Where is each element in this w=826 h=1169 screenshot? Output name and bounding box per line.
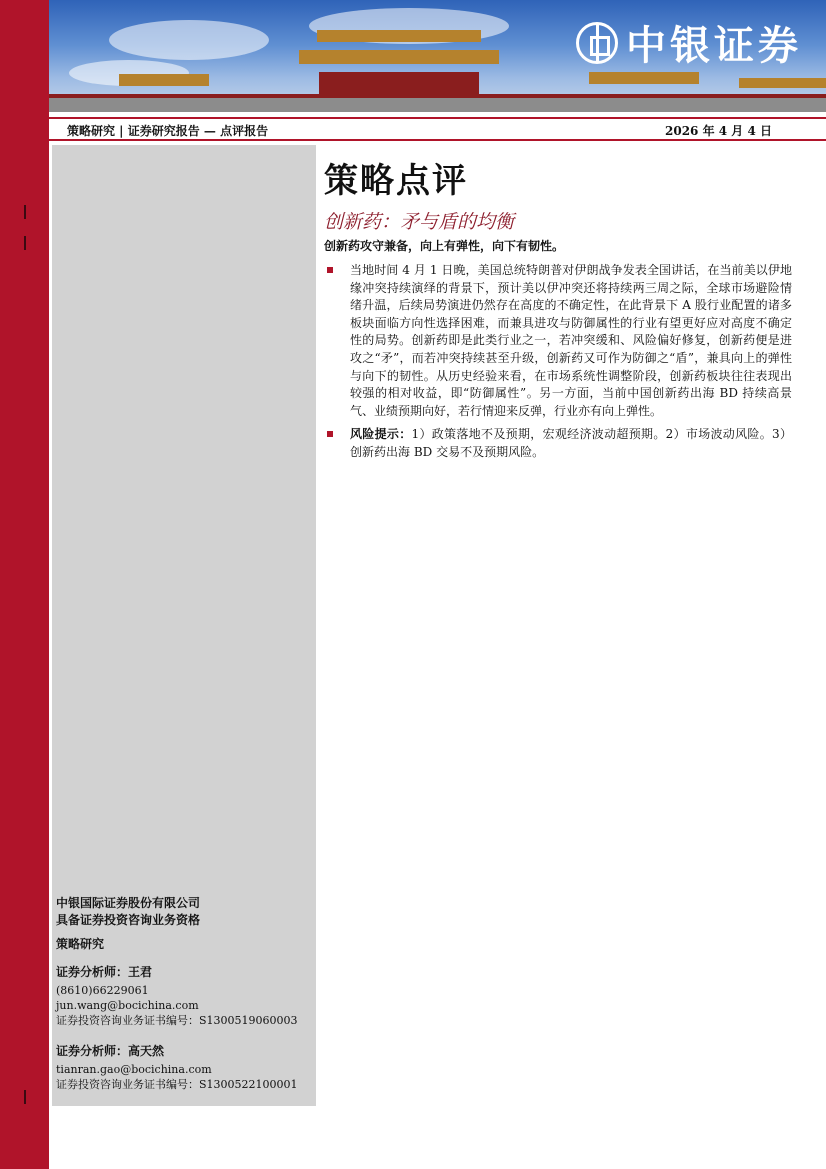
palace-roof <box>317 30 481 42</box>
analyst-email[interactable]: jun.wang@bocichina.com <box>56 999 199 1012</box>
list-item <box>324 262 792 420</box>
palace-roof <box>739 78 826 88</box>
risk-label: 风险提示： <box>350 427 412 442</box>
margin-tick <box>24 1090 26 1104</box>
report-tagline: 创新药攻守兼备，向上有弹性，向下有韧性。 <box>324 239 565 253</box>
analyst-name: 证券分析师：王君 <box>56 965 153 979</box>
courtyard <box>49 98 826 112</box>
key-points-list <box>324 262 792 462</box>
header-banner <box>49 0 826 112</box>
section-label: 策略研究 <box>56 937 105 951</box>
risk-text: 1）政策落地不及预期，宏观经济波动超预期。2）市场波动风险。3）创新药出海 BD 交易不及预期风险。 <box>350 427 792 459</box>
brand-logo <box>576 14 802 71</box>
palace-roof <box>299 50 499 64</box>
boc-logo-icon <box>576 22 618 64</box>
cloud <box>109 20 269 60</box>
left-accent-bar <box>0 0 49 1169</box>
analyst-phone: (8610)66229061 <box>56 984 149 997</box>
brand-name: 中银证券 <box>626 23 802 69</box>
analyst-cert: 证券投资咨询业务证书编号：S1300519060003 <box>56 1014 298 1027</box>
breadcrumb: 策略研究 | 证券研究报告 — 点评报告 <box>67 124 269 138</box>
main-content <box>324 160 792 468</box>
report-date: 2026 年 4 月 4 日 <box>665 124 772 138</box>
analyst-card <box>56 961 298 1028</box>
report-subtitle: 创新药：矛与盾的均衡 <box>324 211 515 233</box>
analyst-cert: 证券投资咨询业务证书编号：S1300522100001 <box>56 1078 298 1091</box>
page-title: 策略点评 <box>324 161 468 201</box>
palace-roof <box>119 74 209 86</box>
point-text: 当地时间 4 月 1 日晚，美国总统特朗普对伊朗战争发表全国讲话，在当前美以伊地缘冲突持续演绎的背景下，预计美以伊冲突还将持续两三周之际，全球市场避险情绪升温，后续局势演进仍然存在高度的不确定性，在此背景下 A 股行业配置的诸多板块面临方向性选择困难，而兼具进攻与防御属性的行业有望更好应对高度不确定性的局势。创新药即是此类行业之一，若冲突缓和、风险偏好修复，创新药便是进攻之“矛”，而若冲突持续甚至升级，创新药又可作为防御之“盾”，兼具向上的弹性与向下的韧性。从历史经验来看，在市场系统性调整阶段，创新药板块往往表现出较强的相对收益，即“防御属性”。另一方面，当前中国创新药出海 BD 持续高景气、业绩预期向好，若行情迎来反弹，行业亦有向上弹性。 <box>350 263 792 418</box>
sidebar <box>52 145 316 1106</box>
analyst-name: 证券分析师：高天然 <box>56 1044 165 1058</box>
palace-roof <box>589 72 699 84</box>
analyst-card <box>56 1040 298 1092</box>
bullet-square-icon <box>327 431 333 437</box>
company-qualification: 具备证券投资咨询业务资格 <box>56 913 201 927</box>
margin-tick <box>24 236 26 250</box>
list-item <box>324 426 792 461</box>
report-info-bar <box>49 117 826 141</box>
margin-tick <box>24 205 26 219</box>
analyst-email[interactable]: tianran.gao@bocichina.com <box>56 1063 212 1076</box>
bullet-square-icon <box>327 267 333 273</box>
company-name: 中银国际证券股份有限公司 <box>56 896 201 910</box>
company-info <box>56 895 200 929</box>
